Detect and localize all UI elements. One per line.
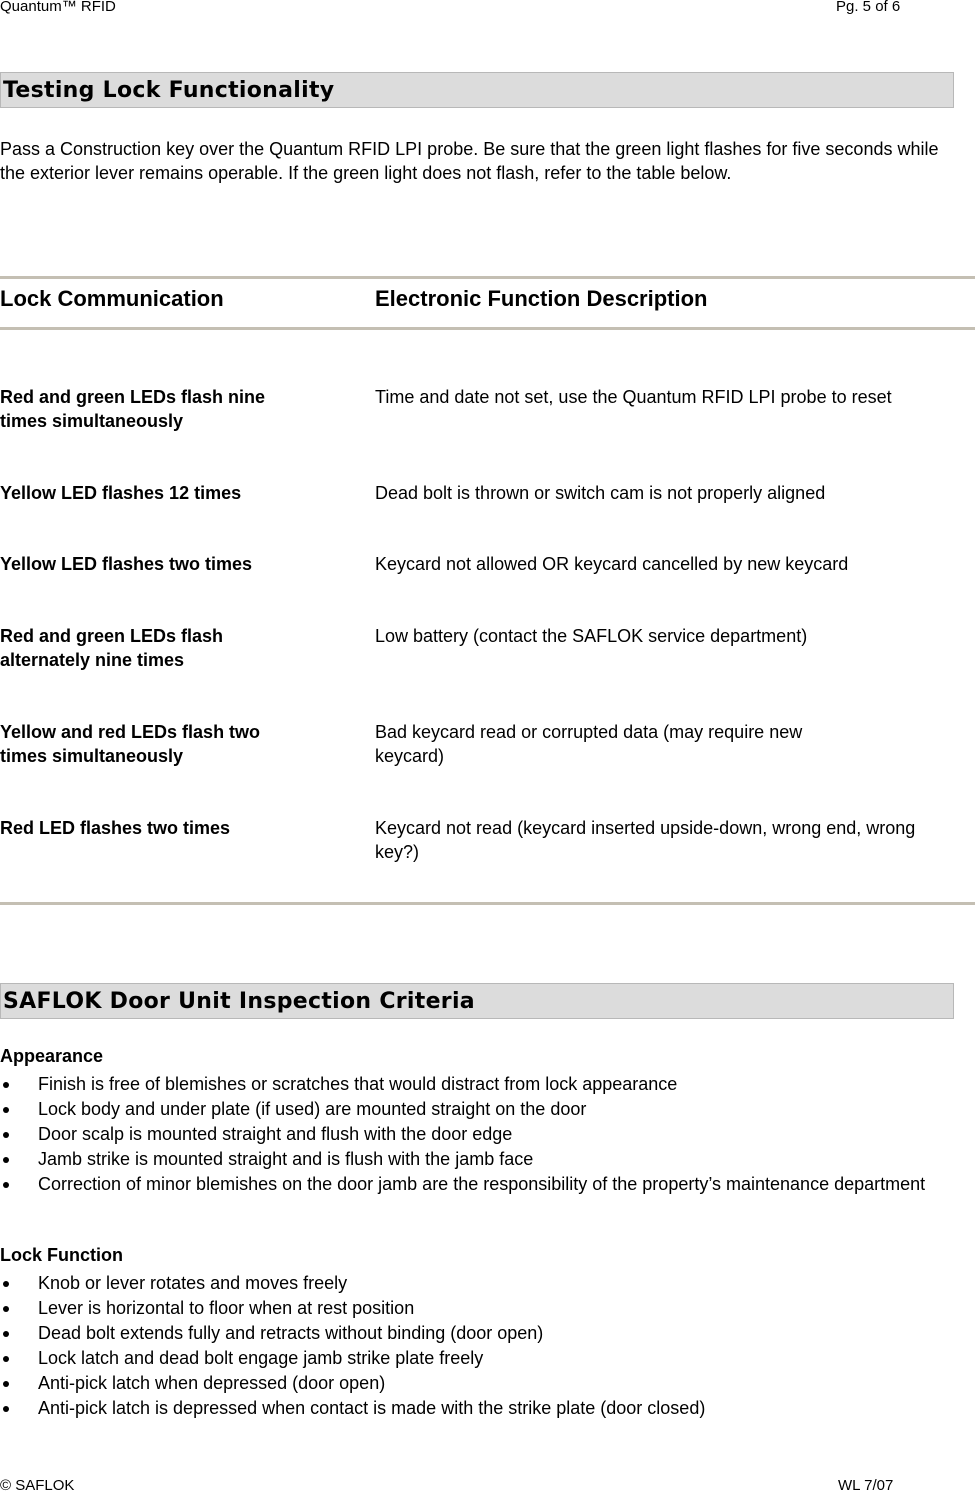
table-row-comm: Red and green LEDs flash nine times simultaneously [0, 387, 266, 431]
list-item: Finish is free of blemishes or scratches that would distract from lock appearance [0, 1072, 975, 1097]
bullet-icon [3, 1182, 9, 1188]
footer-copyright: © SAFLOK [0, 1477, 75, 1494]
list-item: Knob or lever rotates and moves freely [0, 1271, 975, 1296]
appearance-heading: Appearance [0, 1046, 104, 1066]
appearance-list [0, 1072, 975, 1197]
list-item: Lock latch and dead bolt engage jamb strike plate freely [0, 1346, 975, 1371]
table-row-desc: Bad keycard read or corrupted data (may require new keycard) [375, 722, 803, 766]
bullet-icon [3, 1157, 9, 1163]
table-header-rule [0, 327, 975, 330]
list-item: Dead bolt extends fully and retracts without binding (door open) [0, 1321, 975, 1346]
table-row-desc: Keycard not read (keycard inserted upside-down, wrong end, wrong key?) [375, 818, 916, 862]
section-title-inspection: SAFLOK Door Unit Inspection Criteria [3, 989, 475, 1014]
table-header-lock-communication: Lock Communication [0, 286, 224, 311]
header-page-number: Pg. 5 of 6 [836, 0, 901, 15]
bullet-icon [3, 1306, 9, 1312]
table-bottom-rule [0, 902, 975, 905]
list-item: Door scalp is mounted straight and flush with the door edge [0, 1122, 975, 1147]
testing-paragraph: Pass a Construction key over the Quantum RFID LPI probe. Be sure that the green light flashes for five seconds while the exterior lever remains operable. If the green light does not flash, refer to the table below. [0, 139, 939, 183]
table-row-desc: Keycard not allowed OR keycard cancelled by new keycard [375, 554, 849, 574]
bullet-icon [3, 1406, 9, 1412]
table-row-comm: Yellow and red LEDs flash two times simultaneously [0, 722, 261, 766]
bullet-icon [3, 1281, 9, 1287]
list-item: Jamb strike is mounted straight and is flush with the jamb face [0, 1147, 975, 1172]
list-item: Lever is horizontal to floor when at rest position [0, 1296, 975, 1321]
bullet-icon [3, 1107, 9, 1113]
table-top-rule [0, 276, 975, 279]
section-bar-inspection [0, 983, 954, 1019]
table-row-comm: Red and green LEDs flash alternately nine times [0, 626, 224, 670]
bullet-icon [3, 1082, 9, 1088]
bullet-icon [3, 1381, 9, 1387]
table-row-desc: Low battery (contact the SAFLOK service department) [375, 626, 808, 646]
section-bar-testing [0, 72, 954, 108]
list-item: Anti-pick latch is depressed when contact is made with the strike plate (door closed) [0, 1396, 975, 1421]
lock-function-heading: Lock Function [0, 1245, 123, 1265]
lock-function-list [0, 1271, 975, 1421]
bullet-icon [3, 1132, 9, 1138]
table-row-comm: Red LED flashes two times [0, 818, 231, 838]
list-item: Correction of minor blemishes on the door jamb are the responsibility of the property’s maintenance department [0, 1172, 975, 1197]
bullet-icon [3, 1356, 9, 1362]
table-header-function-description: Electronic Function Description [375, 286, 708, 311]
section-title-testing: Testing Lock Functionality [3, 78, 335, 103]
list-item: Anti-pick latch when depressed (door open) [0, 1371, 975, 1396]
bullet-icon [3, 1331, 9, 1337]
table-row-comm: Yellow LED flashes two times [0, 554, 253, 574]
footer-version: WL 7/07 [838, 1477, 894, 1494]
table-row-desc: Dead bolt is thrown or switch cam is not properly aligned [375, 483, 826, 503]
header-product: Quantum™ RFID [0, 0, 116, 15]
table-row-comm: Yellow LED flashes 12 times [0, 483, 242, 503]
list-item: Lock body and under plate (if used) are mounted straight on the door [0, 1097, 975, 1122]
table-row-desc: Time and date not set, use the Quantum RFID LPI probe to reset [375, 387, 892, 407]
